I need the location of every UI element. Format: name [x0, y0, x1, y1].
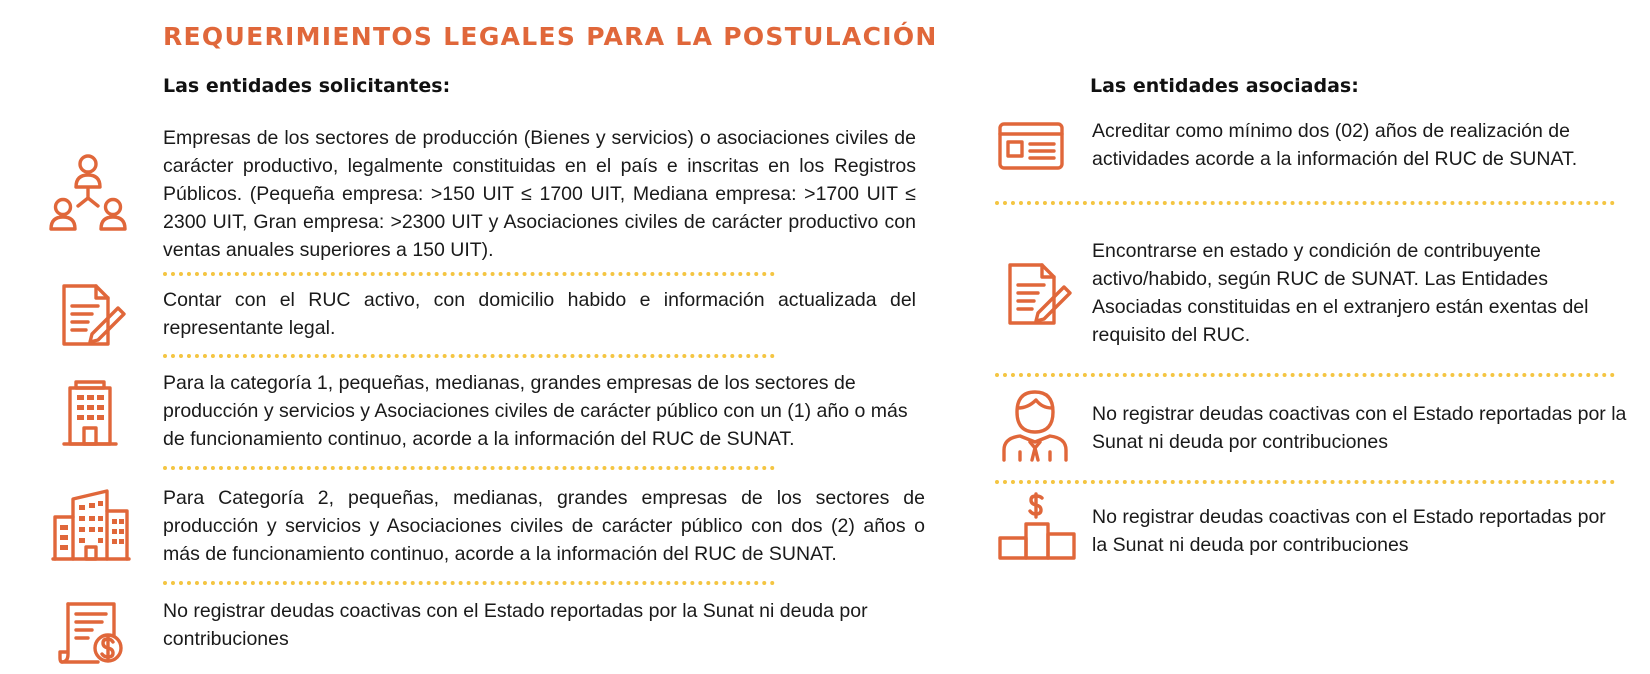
divider: [163, 581, 775, 585]
businessman-icon: [1002, 390, 1068, 462]
divider: [163, 466, 775, 470]
divider: [163, 354, 775, 358]
divider: [995, 201, 1615, 205]
left-item-2-text: Contar con el RUC activo, con domicilio habido e información actualizada del representante legal.: [163, 289, 916, 339]
document-pen-icon: [62, 284, 126, 346]
money-podium-icon: [998, 494, 1078, 560]
divider: [995, 480, 1615, 484]
right-item-1-text: Acreditar como mínimo dos (02) años de realización de actividades acorde a la información del RUC de SUNAT.: [1092, 120, 1578, 170]
document-pen-icon: [1008, 263, 1072, 325]
right-item-2-text: Encontrarse en estado y condición de contribuyente activo/habido, según RUC de SUNAT. Las Entidades Asociadas constituidas en el extranjero están exentas del requisito del RUC.: [1092, 240, 1589, 346]
id-card-icon: [998, 122, 1064, 170]
left-column-heading: Las entidades solicitantes:: [163, 75, 451, 97]
right-item-3-text: No registrar deudas coactivas con el Estado reportadas por la Sunat ni deuda por contribuciones: [1092, 403, 1627, 453]
right-item-4-text: No registrar deudas coactivas con el Estado reportadas por la Sunat ni deuda por contribuciones: [1092, 506, 1606, 556]
building-icon: [62, 380, 118, 446]
right-column-heading: Las entidades asociadas:: [1090, 75, 1359, 97]
city-buildings-icon: [51, 489, 131, 561]
left-item-3-text: Para la categoría 1, pequeñas, medianas, grandes empresas de los sectores de producción y servicios y Asociaciones civiles de carácter público con un (1) año o más de funcionamiento continuo, acorde a la información del RUC de SUNAT.: [163, 372, 908, 450]
divider: [163, 272, 775, 276]
left-item-4-text: Para Categoría 2, pequeñas, medianas, grandes empresas de los sectores de producción y servicios y Asociaciones civiles de carácter público con dos (2) años o más de funcionamiento continuo, acorde a la información del RUC de SUNAT.: [163, 487, 925, 565]
left-item-5-text: No registrar deudas coactivas con el Estado reportadas por la Sunat ni deuda por contribuciones: [163, 600, 868, 650]
divider: [995, 373, 1615, 377]
left-item-1-text: Empresas de los sectores de producción (Bienes y servicios) o asociaciones civiles de carácter productivo, legalmente constituidas en el país e inscritas en los Registros Públicos. (Pequeña empresa: >150 UIT ≤ 1700 UIT, Mediana empresa: >1700 UIT ≤ 2300 UIT, Gran empresa: >2300 UIT y Asociaciones civiles de carácter productivo con ventas anuales superiores a 150 UIT).: [163, 127, 916, 261]
page-title: REQUERIMIENTOS LEGALES PARA LA POSTULACIÓN: [163, 22, 938, 51]
organization-people-icon: [48, 153, 128, 233]
invoice-dollar-icon: [58, 602, 124, 664]
